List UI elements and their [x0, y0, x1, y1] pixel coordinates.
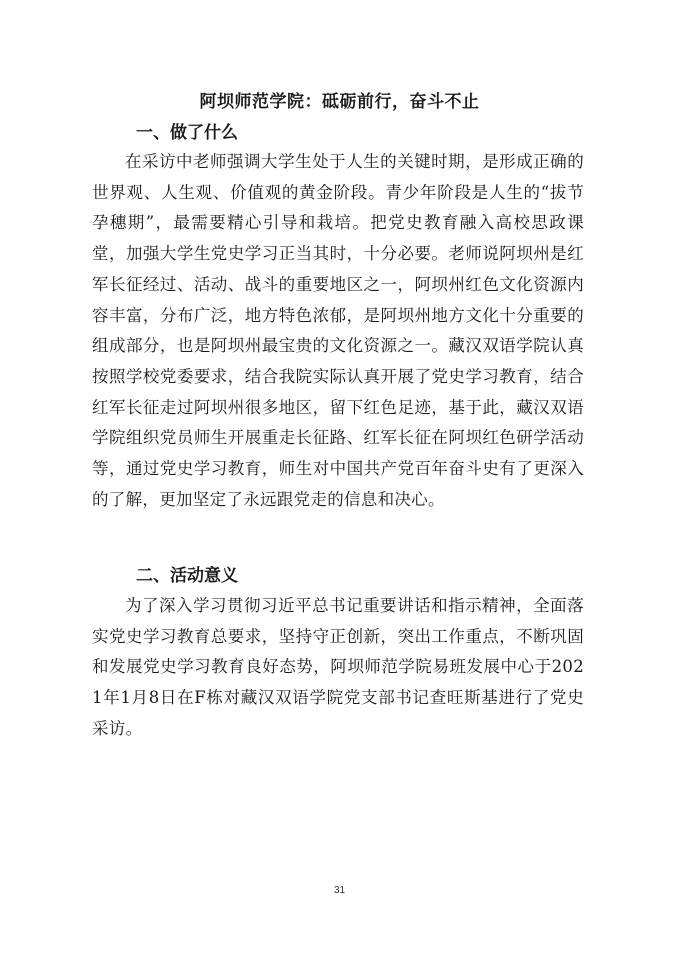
section-heading: 一、做了什么 [136, 123, 238, 143]
page-number: 31 [333, 885, 346, 896]
section-paragraph: 在采访中老师强调大学生处于人生的关键时期，是形成正确的世界观、人生观、价值观的黄金阶段。青少年阶段是人生的“拔节孕穗期”，最需要精心引导和栽培。把党史教育融入高校思政课堂，加强大学生党史学习正当其时，十分必要。老师说阿坝州是红军长征经过、活动、战斗的重要地区之一，阿坝州红色文化资源内容丰富，分布广泛，地方特色浓郁，是阿坝州地方文化十分重要的组成部分，也是阿坝州最宝贵的文化资源之一。藏汉双语学院认真按照学校党委要求，结合我院实际认真开展了党史学习教育，结合红军长征走过阿坝州很多地区，留下红色足迹，基于此，藏汉双语学院组织党员师生开展重走长征路、红军长征在阿坝红色研学活动等，通过党史学习教育，师生对中国共产党百年奋斗史有了更深入的了解，更加坚定了永远跟党走的信息和决心。 [92, 152, 584, 509]
document-title: 阿坝师范学院：砥砺前行，奋斗不止 [199, 92, 480, 112]
section-heading: 二、活动意义 [136, 566, 238, 586]
section-paragraph: 为了深入学习贯彻习近平总书记重要讲话和指示精神，全面落实党史学习教育总要求，坚持守正创新，突出工作重点，不断巩固和发展党史学习教育良好态势，阿坝师范学院易班发展中心于2021年1月8日在F栋对藏汉双语学院党支部书记查旺斯基进行了党史采访。 [92, 596, 584, 738]
